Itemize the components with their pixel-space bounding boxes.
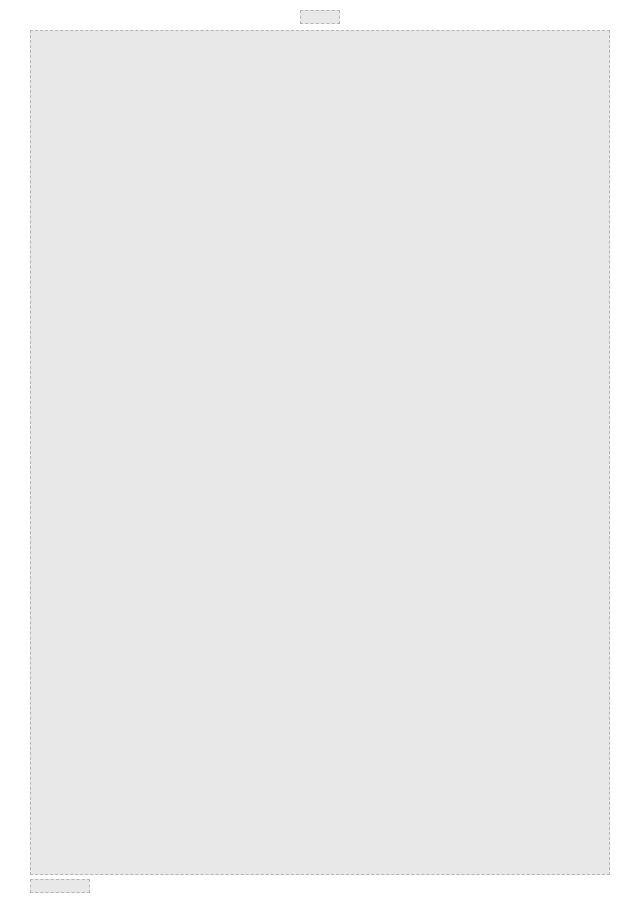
footer-code — [30, 879, 90, 893]
data-table — [30, 30, 610, 875]
page-number — [300, 10, 340, 24]
